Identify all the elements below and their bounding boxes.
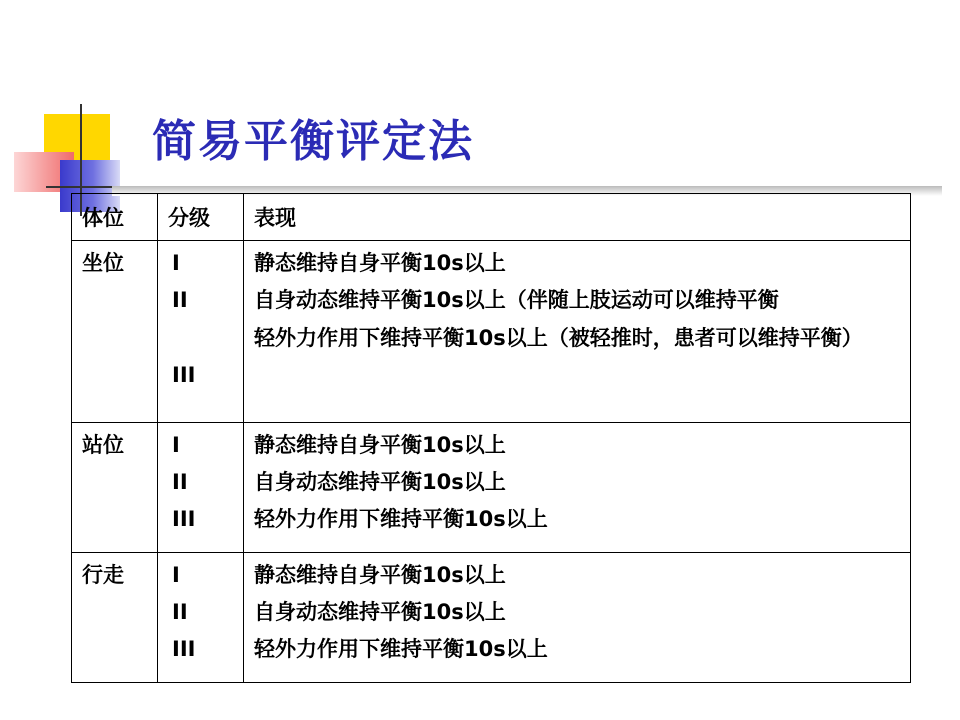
header-position: 体位 [72, 194, 158, 241]
decor-horizontal-line [46, 186, 120, 188]
grade-label: III [172, 507, 196, 531]
description-cell [244, 241, 911, 423]
table-header-row [72, 194, 911, 241]
description-text: 静态维持自身平衡10s以上 [254, 251, 506, 275]
description-text: 自身动态维持平衡10s以上 [254, 470, 506, 494]
balance-assessment-table [71, 193, 911, 683]
grade-label: II [172, 470, 188, 494]
header-grade: 分级 [158, 194, 244, 241]
grade-label: II [172, 600, 188, 624]
description-text: 静态维持自身平衡10s以上 [254, 563, 506, 587]
grade-label: II [172, 288, 188, 312]
description-cell [244, 553, 911, 683]
table-row [72, 241, 911, 423]
description-cell [244, 423, 911, 553]
grade-cell [158, 423, 244, 553]
slide-title: 简易平衡评定法 [152, 116, 474, 167]
description-text: 静态维持自身平衡10s以上 [254, 433, 506, 457]
grade-label: I [172, 563, 180, 587]
grade-label: III [172, 637, 196, 661]
description-text: 轻外力作用下维持平衡10s以上 [254, 507, 548, 531]
header-performance: 表现 [244, 194, 911, 241]
table-row [72, 553, 911, 683]
position-label: 行走 [82, 563, 124, 587]
description-text: 轻外力作用下维持平衡10s以上（被轻推时，患者可以维持平衡） [254, 326, 863, 350]
position-cell [72, 553, 158, 683]
position-label: 站位 [82, 433, 124, 457]
grade-label: I [172, 433, 180, 457]
position-cell [72, 423, 158, 553]
grade-label: I [172, 251, 180, 275]
grade-label: III [172, 363, 196, 387]
table-row [72, 423, 911, 553]
position-label: 坐位 [82, 251, 124, 275]
description-text: 自身动态维持平衡10s以上（伴随上肢运动可以维持平衡 [254, 288, 779, 312]
description-text: 自身动态维持平衡10s以上 [254, 600, 506, 624]
position-cell [72, 241, 158, 423]
grade-cell [158, 241, 244, 423]
description-text: 轻外力作用下维持平衡10s以上 [254, 637, 548, 661]
grade-cell [158, 553, 244, 683]
